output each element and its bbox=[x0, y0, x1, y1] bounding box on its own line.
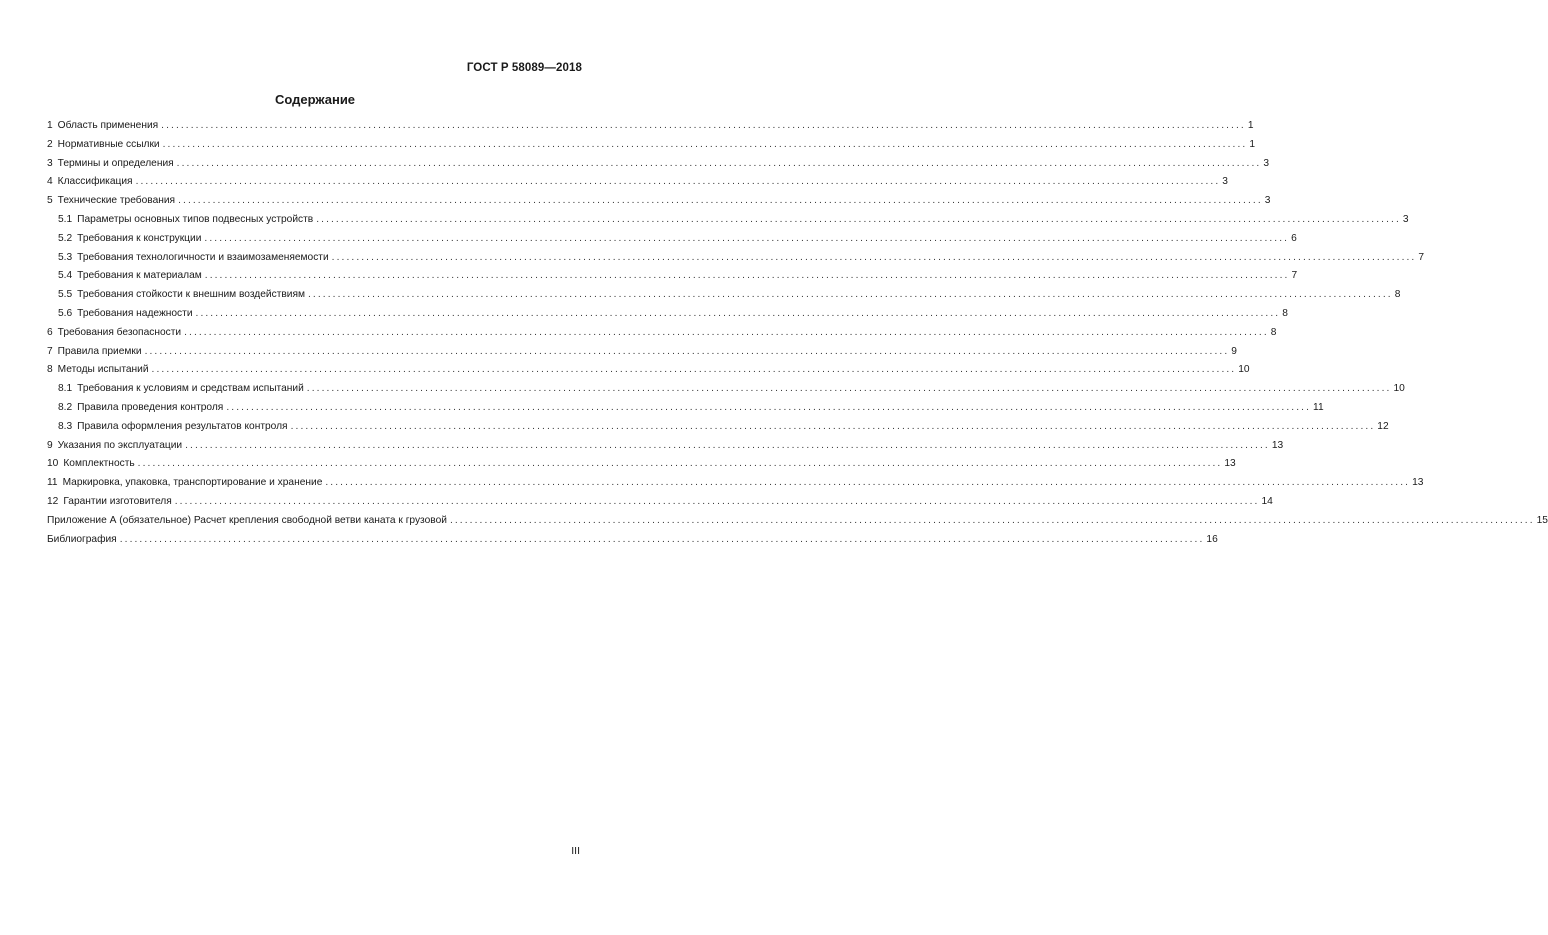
toc-entry bbox=[47, 251, 1425, 271]
toc-entry-number: 8 bbox=[47, 364, 53, 376]
toc-dot-leader: ............................................................................................................................................................................................................................ bbox=[316, 213, 1401, 225]
toc-entry-number: 12 bbox=[47, 495, 59, 507]
toc-dot-leader: ............................................................................................................................................................................................................................ bbox=[204, 270, 1290, 282]
toc-entry-title: Комплектность bbox=[63, 458, 135, 470]
toc-dot-leader: ............................................................................................................................................................................................................................ bbox=[184, 326, 1269, 338]
toc-entry bbox=[47, 138, 1255, 158]
toc-dot-leader: ............................................................................................................................................................................................................................ bbox=[144, 345, 1230, 357]
toc-dot-leader: ............................................................................................................................................................................................................................ bbox=[119, 533, 1205, 545]
toc-entry-title: Область применения bbox=[57, 120, 159, 131]
toc-entry-page: 12 bbox=[1377, 420, 1389, 432]
toc-entry bbox=[47, 514, 1548, 534]
toc-entry-title: Гарантии изготовителя bbox=[63, 495, 172, 507]
toc-entry-title: Требования стойкости к внешним воздействиям bbox=[77, 289, 305, 301]
toc-dot-leader: ............................................................................................................................................................................................................................ bbox=[195, 307, 1281, 319]
toc-title: Содержание bbox=[274, 92, 356, 107]
toc-dot-leader: ............................................................................................................................................................................................................................ bbox=[151, 364, 1237, 376]
toc-entry bbox=[47, 439, 1284, 459]
toc-entry-page: 3 bbox=[1402, 213, 1409, 225]
toc-dot-leader: ............................................................................................................................................................................................................................ bbox=[137, 458, 1223, 470]
toc-entry bbox=[47, 213, 1409, 233]
toc-entry bbox=[47, 533, 1218, 553]
document-code: ГОСТ Р 58089—2018 bbox=[466, 62, 582, 74]
toc-entry-title: Требования надежности bbox=[77, 307, 193, 319]
toc-entry-page: 11 bbox=[1313, 401, 1324, 413]
toc-entry bbox=[47, 364, 1250, 383]
toc-entry-number: 5.6 bbox=[58, 307, 73, 319]
toc-entry-page: 1 bbox=[1249, 138, 1255, 150]
toc-entry-title: Приложение А (обязательное) Расчет крепления свободной ветви каната к грузовой bbox=[47, 514, 447, 526]
toc-entry bbox=[47, 401, 1324, 421]
toc-entry-title: Термины и определения bbox=[57, 157, 174, 169]
toc-entry-page: 7 bbox=[1418, 251, 1425, 263]
toc-entry bbox=[47, 289, 1401, 308]
toc-entry bbox=[47, 458, 1236, 477]
toc-entry bbox=[47, 326, 1277, 346]
toc-entry-page: 3 bbox=[1263, 157, 1270, 169]
toc-dot-leader: ............................................................................................................................................................................................................................ bbox=[226, 401, 1312, 413]
toc-dot-leader: ............................................................................................................................................................................................................................ bbox=[307, 289, 1393, 301]
toc-entry-number: 1 bbox=[47, 120, 53, 131]
toc-entry-title: Правила оформления результатов контроля bbox=[77, 420, 288, 432]
toc-entry-title: Правила проведения контроля bbox=[77, 401, 224, 413]
toc-dot-leader: ............................................................................................................................................................................................................................ bbox=[449, 514, 1535, 526]
toc-dot-leader: ............................................................................................................................................................................................................................ bbox=[162, 138, 1248, 150]
toc-entry bbox=[47, 157, 1270, 177]
toc-entry-number: 10 bbox=[47, 458, 59, 470]
toc-entry-number: 5.2 bbox=[58, 232, 73, 244]
toc-dot-leader: ............................................................................................................................................................................................................................ bbox=[178, 195, 1263, 207]
toc-entry-title: Нормативные ссылки bbox=[57, 138, 160, 150]
toc-entry-number: 8.1 bbox=[58, 383, 73, 395]
toc-entry-page: 13 bbox=[1271, 439, 1284, 451]
toc-entry-page: 7 bbox=[1291, 270, 1298, 282]
toc-entry bbox=[47, 383, 1405, 402]
toc-entry-number: 3 bbox=[47, 157, 53, 169]
toc-entry-title: Технические требования bbox=[57, 195, 176, 207]
toc-entry-page: 13 bbox=[1224, 458, 1236, 470]
toc-dot-leader: ............................................................................................................................................................................................................................ bbox=[325, 477, 1411, 489]
toc-entry-title: Требования безопасности bbox=[57, 326, 182, 338]
toc-entry-page: 8 bbox=[1270, 326, 1277, 338]
toc-entry bbox=[47, 195, 1271, 214]
page-number: III bbox=[571, 845, 580, 857]
toc-entry-title: Параметры основных типов подвесных устройств bbox=[77, 213, 314, 225]
toc-dot-leader: ............................................................................................................................................................................................................................ bbox=[135, 176, 1221, 188]
toc-entry-number: 5.5 bbox=[58, 289, 73, 301]
toc-dot-leader: ............................................................................................................................................................................................................................ bbox=[290, 420, 1376, 432]
toc-entry-page: 15 bbox=[1536, 514, 1548, 526]
toc-entry-number: 5.3 bbox=[58, 251, 73, 263]
toc-dot-leader: ............................................................................................................................................................................................................................ bbox=[331, 251, 1417, 263]
toc-entry-title: Требования к условиям и средствам испытаний bbox=[77, 383, 304, 395]
toc-entry-page: 6 bbox=[1291, 232, 1297, 244]
toc-entry bbox=[47, 176, 1228, 195]
toc-entry-title: Требования технологичности и взаимозаменяемости bbox=[77, 251, 329, 263]
toc-entry-page: 1 bbox=[1247, 120, 1254, 131]
toc-entry bbox=[47, 232, 1297, 252]
toc-entry-number: 8.2 bbox=[58, 401, 73, 413]
toc-dot-leader: ............................................................................................................................................................................................................................ bbox=[161, 120, 1246, 131]
toc-entry-page: 10 bbox=[1238, 364, 1250, 376]
table-of-contents bbox=[47, 120, 1548, 552]
toc-entry-page: 10 bbox=[1393, 383, 1405, 395]
toc-entry-number: 5.4 bbox=[58, 270, 73, 282]
toc-entry bbox=[47, 495, 1273, 515]
toc-entry-number: 4 bbox=[47, 176, 53, 188]
toc-entry bbox=[47, 345, 1237, 365]
toc-dot-leader: ............................................................................................................................................................................................................................ bbox=[174, 495, 1260, 507]
toc-entry-title: Методы испытаний bbox=[57, 364, 149, 376]
toc-entry-title: Правила приемки bbox=[57, 345, 142, 357]
toc-entry bbox=[47, 307, 1288, 327]
toc-entry-title: Маркировка, упаковка, транспортирование и хранение bbox=[62, 477, 323, 489]
toc-entry-number: 7 bbox=[47, 345, 53, 357]
toc-entry bbox=[47, 420, 1389, 440]
toc-entry bbox=[47, 120, 1254, 139]
toc-entry-number: 6 bbox=[47, 326, 53, 338]
toc-entry-number: 11 bbox=[47, 477, 58, 489]
toc-entry-page: 3 bbox=[1222, 176, 1228, 188]
toc-dot-leader: ............................................................................................................................................................................................................................ bbox=[204, 232, 1290, 244]
toc-dot-leader: ............................................................................................................................................................................................................................ bbox=[185, 439, 1270, 451]
toc-entry-title: Классификация bbox=[57, 176, 133, 188]
toc-entry-page: 3 bbox=[1264, 195, 1271, 207]
toc-entry-page: 8 bbox=[1394, 289, 1401, 301]
toc-entry-number: 9 bbox=[47, 439, 53, 451]
toc-entry bbox=[47, 270, 1298, 289]
toc-entry-title: Требования к конструкции bbox=[77, 232, 202, 244]
toc-entry-page: 16 bbox=[1206, 533, 1218, 545]
toc-entry-title: Библиография bbox=[47, 533, 117, 545]
toc-entry-number: 5 bbox=[47, 195, 53, 207]
toc-entry-title: Требования к материалам bbox=[77, 270, 202, 282]
toc-entry-number: 5.1 bbox=[58, 213, 73, 225]
toc-entry bbox=[47, 477, 1424, 496]
toc-dot-leader: ............................................................................................................................................................................................................................ bbox=[306, 383, 1392, 395]
toc-entry-title: Указания по эксплуатации bbox=[57, 439, 183, 451]
toc-entry-page: 8 bbox=[1282, 307, 1288, 319]
toc-entry-page: 14 bbox=[1261, 495, 1273, 507]
toc-dot-leader: ............................................................................................................................................................................................................................ bbox=[176, 157, 1262, 169]
toc-entry-number: 8.3 bbox=[58, 420, 73, 432]
toc-entry-page: 9 bbox=[1231, 345, 1237, 357]
toc-entry-number: 2 bbox=[47, 138, 53, 150]
toc-entry-page: 13 bbox=[1412, 477, 1424, 489]
